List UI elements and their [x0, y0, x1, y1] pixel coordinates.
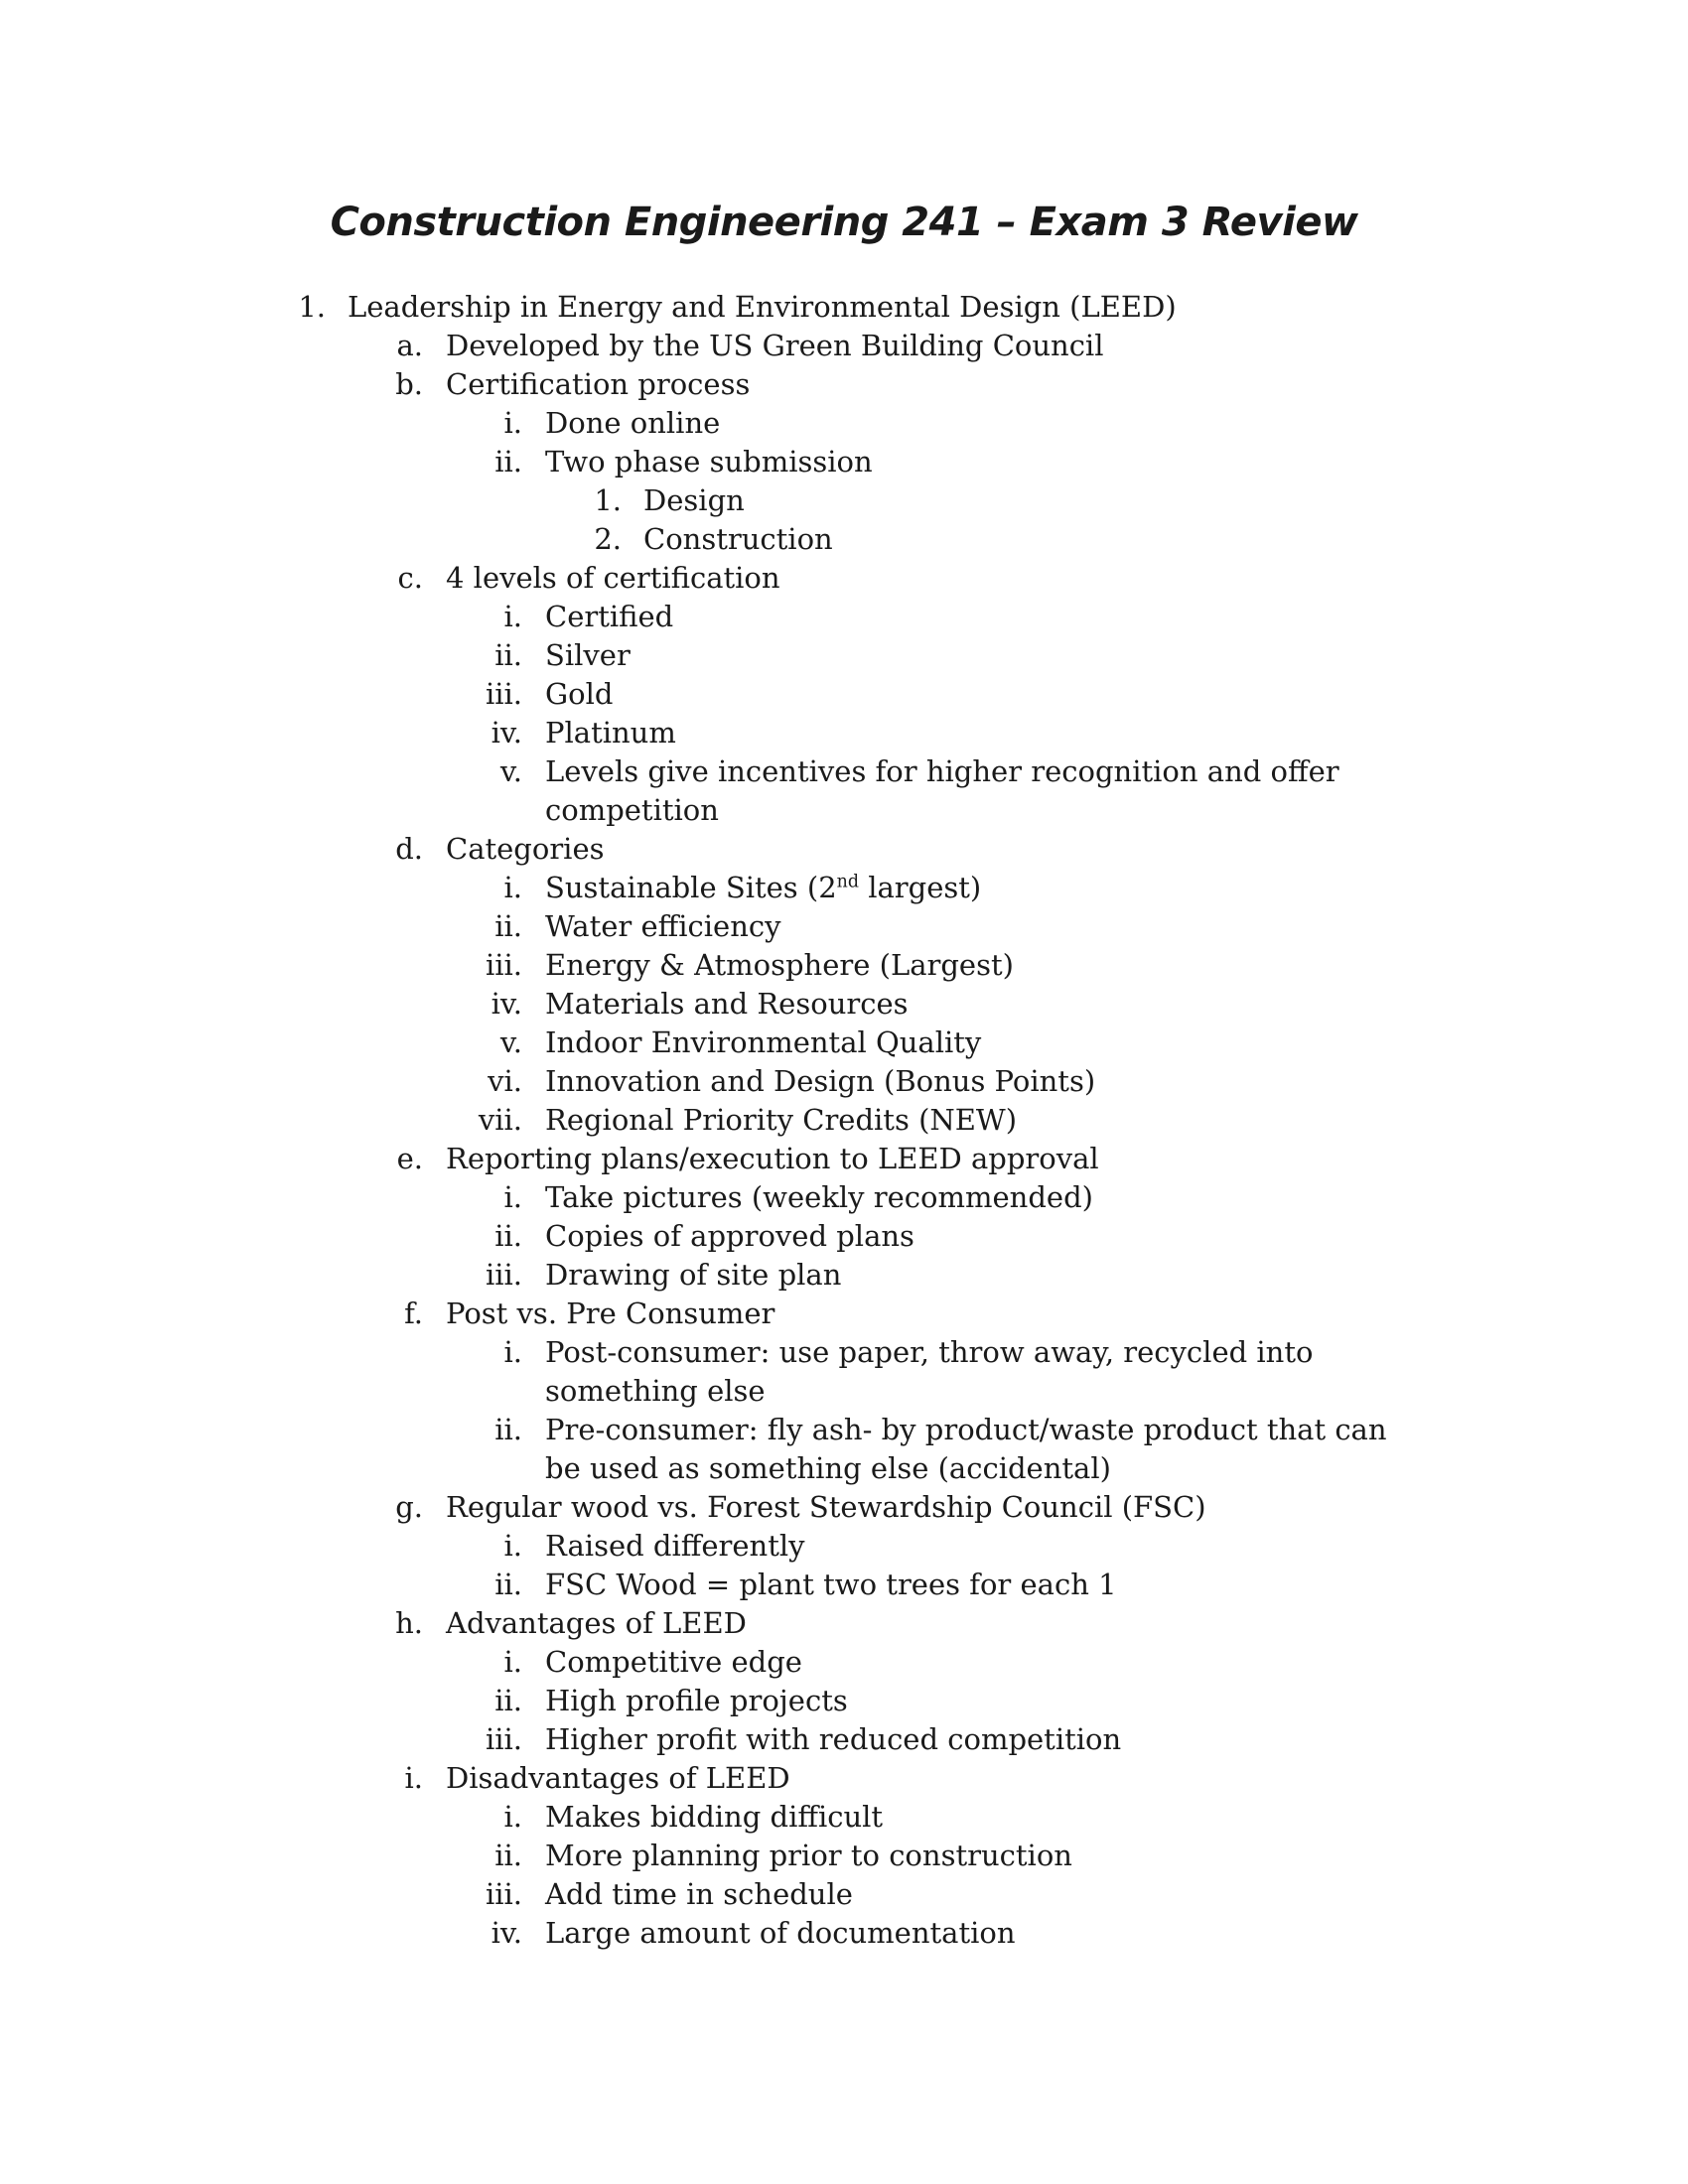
list-item-text: Gold [545, 677, 614, 711]
list-item [0, 1643, 1688, 1682]
list-marker: iv. [491, 987, 522, 1021]
list-item-text: Reporting plans/execution to LEED approval [446, 1142, 1099, 1175]
list-marker: ii. [494, 1839, 522, 1872]
list-item-text: Pre-consumer: fly ash- by product/waste product that can be used as something else (accidental) [545, 1413, 1387, 1485]
list-marker: vii. [478, 1103, 522, 1137]
list-item-text: Take pictures (weekly recommended) [545, 1180, 1093, 1214]
list-marker: iii. [485, 1877, 522, 1911]
list-item-text: Developed by the US Green Building Council [446, 329, 1104, 362]
list-marker: i. [503, 1529, 522, 1563]
list-marker: ii. [494, 1568, 522, 1601]
list-item-text: Advantages of LEED [446, 1606, 747, 1640]
list-item [0, 1101, 1688, 1140]
list-item [0, 636, 1688, 675]
list-item [0, 946, 1688, 985]
list-marker: c. [397, 561, 423, 595]
list-item-text: Certification process [446, 367, 751, 401]
list-item-text: Add time in schedule [545, 1877, 853, 1911]
list-item [0, 1256, 1688, 1295]
list-item-text: Done online [545, 406, 721, 440]
list-marker: i. [404, 1761, 423, 1795]
list-marker: g. [395, 1490, 423, 1524]
list-marker: i. [503, 1800, 522, 1834]
list-item-text: Materials and Resources [545, 987, 909, 1021]
list-marker: ii. [494, 445, 522, 478]
list-item [0, 327, 1688, 365]
list-item [0, 1682, 1688, 1720]
list-marker: iv. [491, 716, 522, 750]
list-marker: iii. [485, 948, 522, 982]
list-marker: i. [503, 600, 522, 633]
list-item-text [545, 869, 1419, 907]
list-marker: b. [395, 367, 423, 401]
list-item-text: Raised differently [545, 1529, 805, 1563]
list-item-text: Regular wood vs. Forest Stewardship Council (FSC) [446, 1490, 1206, 1524]
list-item [0, 1720, 1688, 1759]
list-marker: ii. [494, 638, 522, 672]
list-marker: iv. [491, 1916, 522, 1950]
list-item-text: Certified [545, 600, 674, 633]
list-item-text: Water efficiency [545, 909, 781, 943]
list-item [0, 1759, 1688, 1798]
list-item-text: Post vs. Pre Consumer [446, 1297, 775, 1330]
list-item [0, 443, 1688, 481]
list-marker: h. [395, 1606, 423, 1640]
list-item [0, 1411, 1688, 1488]
list-marker: i. [503, 1645, 522, 1679]
list-item [0, 869, 1688, 907]
list-item [0, 1024, 1688, 1062]
list-marker: iii. [485, 1258, 522, 1292]
list-marker: i. [503, 1335, 522, 1369]
list-item-text: Construction [643, 522, 833, 556]
list-item [0, 1837, 1688, 1875]
list-marker: v. [499, 1025, 522, 1059]
document-title: Construction Engineering 241 – Exam 3 Review [330, 200, 1358, 245]
list-item [0, 1914, 1688, 1953]
list-item-text: High profile projects [545, 1684, 848, 1717]
list-item [0, 288, 1688, 327]
list-item [0, 1178, 1688, 1217]
list-marker: ii. [494, 1684, 522, 1717]
list-item [0, 1527, 1688, 1566]
list-marker: 2. [594, 522, 622, 556]
list-item [0, 1333, 1688, 1411]
list-marker: ii. [494, 909, 522, 943]
list-marker: v. [499, 754, 522, 788]
list-item-text: Large amount of documentation [545, 1916, 1016, 1950]
list-item-text: Energy & Atmosphere (Largest) [545, 948, 1014, 982]
list-item-text: Categories [446, 832, 605, 866]
list-marker: vi. [488, 1064, 522, 1098]
list-marker: i. [503, 406, 522, 440]
list-marker: a. [396, 329, 423, 362]
list-marker: ii. [494, 1219, 522, 1253]
list-item [0, 830, 1688, 869]
list-item [0, 1604, 1688, 1643]
list-marker: ii. [494, 1413, 522, 1446]
list-item-text: Drawing of site plan [545, 1258, 842, 1292]
list-item [0, 1488, 1688, 1527]
list-item [0, 714, 1688, 752]
ordinal-suffix: nd [836, 872, 859, 892]
list-item-text: Higher profit with reduced competition [545, 1722, 1122, 1756]
list-item [0, 520, 1688, 559]
list-marker: 1. [298, 290, 326, 324]
list-item-text: Innovation and Design (Bonus Points) [545, 1064, 1096, 1098]
list-item-text: More planning prior to construction [545, 1839, 1072, 1872]
list-marker: f. [404, 1297, 423, 1330]
list-item [0, 675, 1688, 714]
list-item [0, 1217, 1688, 1256]
list-item-text: Silver [545, 638, 631, 672]
list-item [0, 365, 1688, 404]
list-item-text: Indoor Environmental Quality [545, 1025, 982, 1059]
list-item-text: Competitive edge [545, 1645, 802, 1679]
list-marker: iii. [485, 677, 522, 711]
list-item [0, 1875, 1688, 1914]
list-marker: i. [503, 1180, 522, 1214]
list-item-text: Leadership in Energy and Environmental Design (LEED) [348, 290, 1177, 324]
list-item-text: Two phase submission [545, 445, 873, 478]
list-item-text: Levels give incentives for higher recognition and offer competition [545, 754, 1339, 827]
outline-list [0, 288, 1688, 1953]
list-item-text: Makes bidding difficult [545, 1800, 884, 1834]
list-item [0, 1140, 1688, 1178]
list-item-text: 4 levels of certification [446, 561, 780, 595]
list-item-text: Design [643, 483, 745, 517]
list-marker: i. [503, 871, 522, 904]
list-item [0, 598, 1688, 636]
text-part: largest) [859, 871, 982, 904]
list-marker: 1. [594, 483, 622, 517]
text-part: Sustainable Sites (2 [545, 871, 837, 904]
list-item-text: FSC Wood = plant two trees for each 1 [545, 1568, 1117, 1601]
list-item [0, 752, 1688, 830]
list-item-text: Regional Priority Credits (NEW) [545, 1103, 1018, 1137]
list-item [0, 404, 1688, 443]
list-item-text: Platinum [545, 716, 676, 750]
list-marker: iii. [485, 1722, 522, 1756]
list-item-text: Post-consumer: use paper, throw away, recycled into something else [545, 1335, 1314, 1408]
list-marker: e. [396, 1142, 423, 1175]
list-marker: d. [395, 832, 423, 866]
list-item [0, 985, 1688, 1024]
list-item [0, 1798, 1688, 1837]
list-item-text: Copies of approved plans [545, 1219, 914, 1253]
list-item [0, 1062, 1688, 1101]
list-item [0, 1566, 1688, 1604]
list-item [0, 481, 1688, 520]
list-item-text: Disadvantages of LEED [446, 1761, 790, 1795]
list-item [0, 1295, 1688, 1333]
list-item [0, 559, 1688, 598]
list-item [0, 907, 1688, 946]
